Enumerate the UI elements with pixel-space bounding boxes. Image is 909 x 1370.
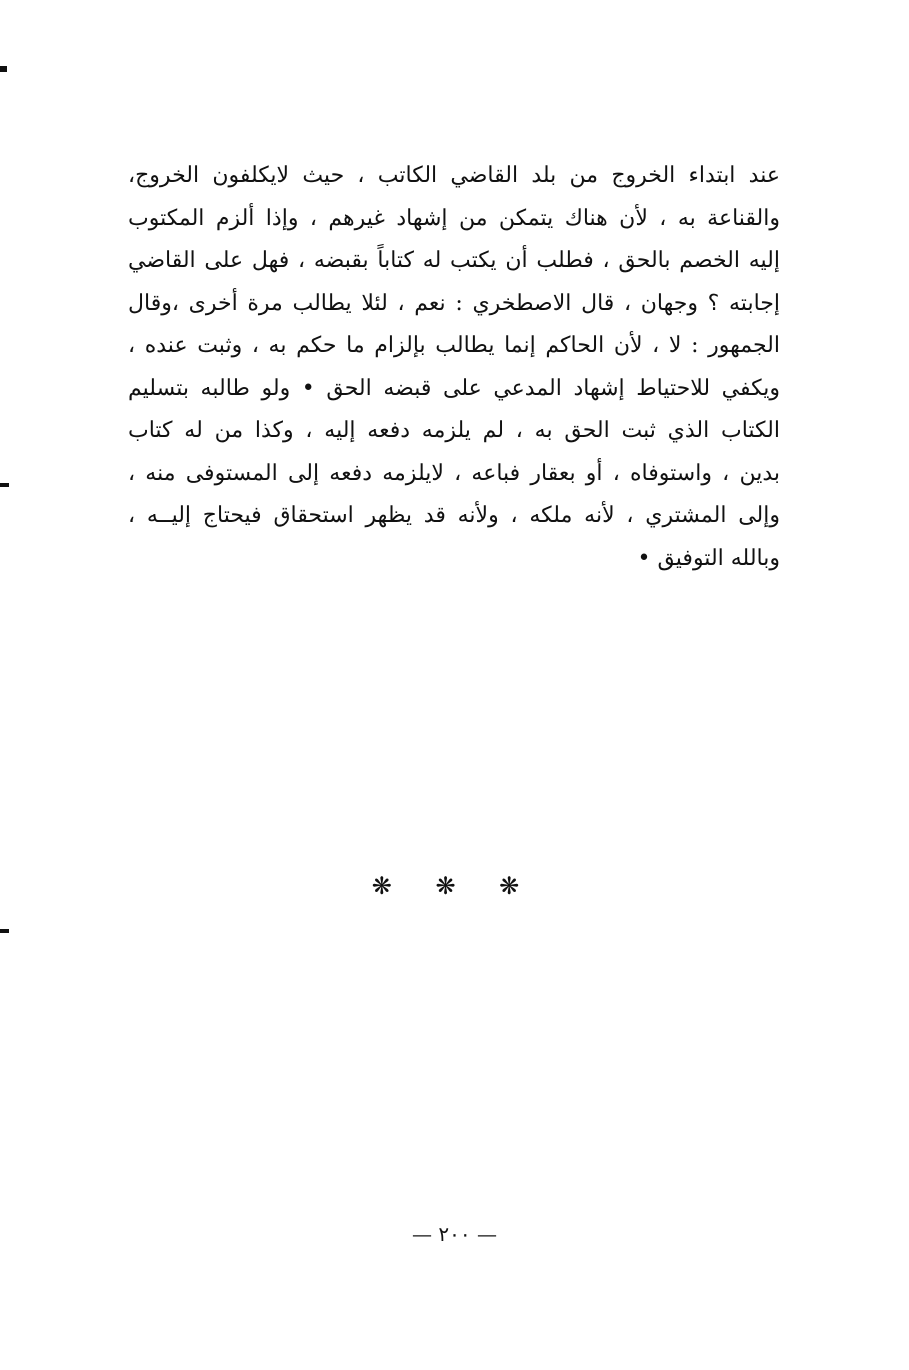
text-line: بدين ، واستوفاه ، أو بعقار فباعه ، لايلزمه دفعه إلى المستوفى منه ، (128, 460, 780, 486)
scan-edge-mark (0, 66, 7, 72)
scan-edge-mark (0, 929, 9, 933)
section-separator: ❋ ❋ ❋ (371, 872, 538, 900)
text-line: وبالله التوفيق • (637, 545, 780, 571)
page-number: — ٢٠٠ — (412, 1222, 497, 1246)
text-line: وإلى المشتري ، لأنه ملكه ، ولأنه قد يظهر استحقاق فيحتاج إليــه ، (128, 503, 780, 528)
text-line: والقناعة به ، لأن هناك يتمكن من إشهاد غيرهم ، وإذا ألزم المكتوب (128, 205, 780, 231)
scan-edge-mark (0, 483, 9, 487)
text-line: إليه الخصم بالحق ، فطلب أن يكتب له كتاباً بقبضه ، فهل على القاضي (128, 248, 780, 273)
text-line: ويكفي للاحتياط إشهاد المدعي على قبضه الحق • ولو طالبه بتسليم (128, 375, 780, 401)
body-text (128, 155, 780, 580)
text-line: الكتاب الذي ثبت الحق به ، لم يلزمه دفعه إليه ، وكذا من له كتاب (128, 418, 780, 443)
text-line: إجابته ؟ وجهان ، قال الاصطخري : نعم ، لئلا يطالب مرة أخرى ،وقال (128, 290, 780, 316)
text-line: الجمهور : لا ، لأن الحاكم إنما يطالب بإلزام ما حكم به ، وثبت عنده ، (128, 333, 780, 358)
text-line: عند ابتداء الخروج من بلد القاضي الكاتب ، حيث لايكلفون الخروج، (128, 163, 780, 188)
